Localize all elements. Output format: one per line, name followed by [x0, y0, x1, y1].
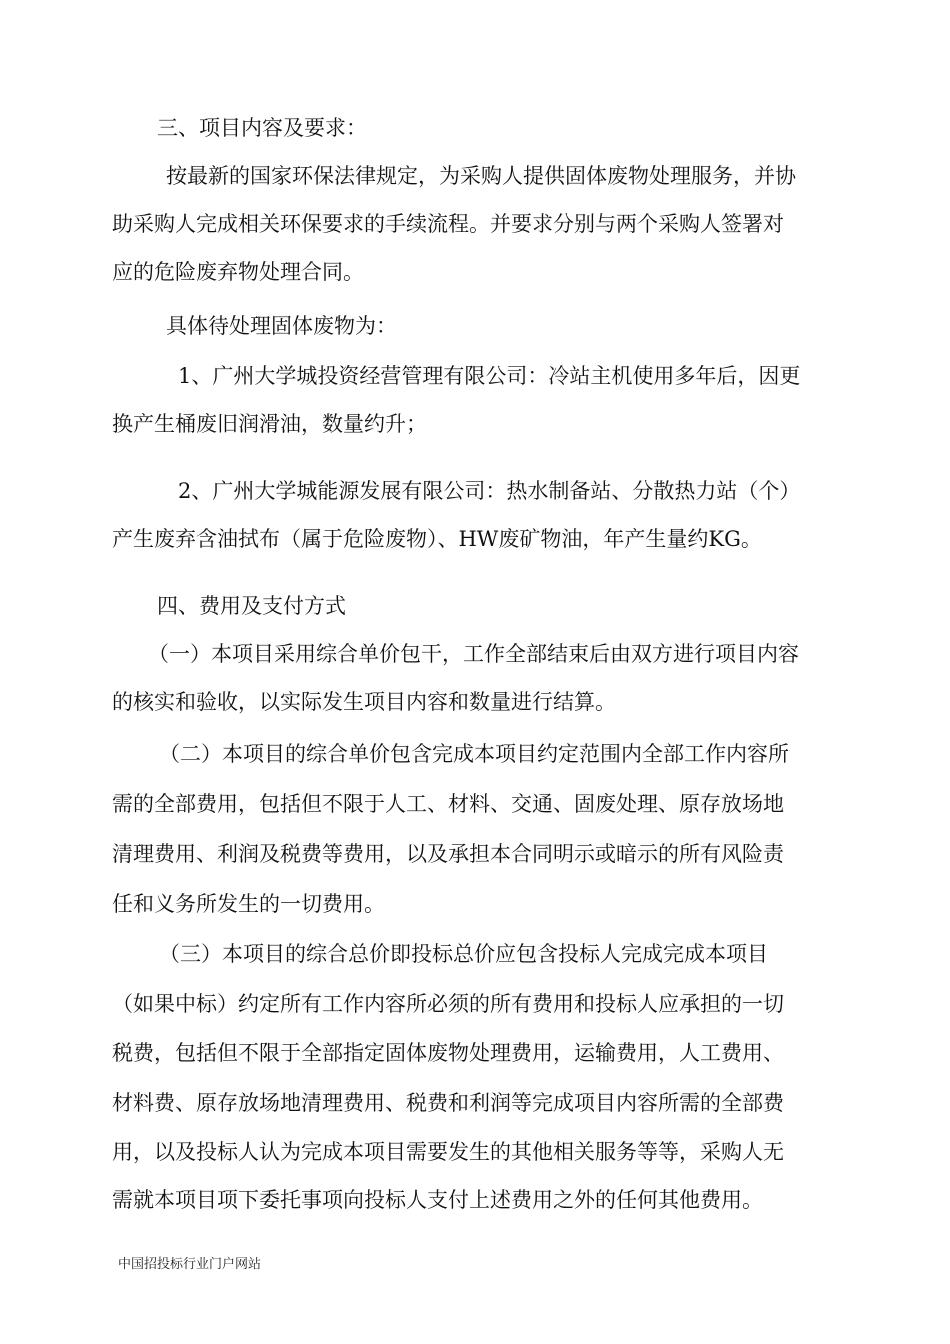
payment-clause-3-line: 需就本项目项下委托事项向投标人支付上述费用之外的任何其他费用。	[112, 1188, 763, 1212]
waste-list-title: 具体待处理固体废物为：	[166, 314, 397, 338]
section-3-intro-line: 按最新的国家环保法律规定，为采购人提供固体废物处理服务，并协	[166, 164, 796, 188]
waste-item-1-line: 换产生桶废旧润滑油，数量约升；	[112, 412, 427, 436]
payment-clause-3-line: 材料费、原存放场地清理费用、税费和利润等完成项目内容所需的全部费	[112, 1091, 784, 1115]
payment-clause-2-line: 任和义务所发生的一切费用。	[112, 892, 385, 916]
payment-clause-2-line: 清理费用、利润及税费等费用，以及承担本合同明示或暗示的所有风险责	[112, 842, 784, 866]
section-3-heading: 三、项目内容及要求：	[157, 116, 367, 140]
waste-item-1-line: 1、广州大学城投资经营管理有限公司：冷站主机使用多年后，因更	[178, 364, 801, 388]
waste-item-2-line: 2、广州大学城能源发展有限公司：热水制备站、分散热力站（个）	[178, 479, 801, 503]
payment-clause-3-line: （如果中标）约定所有工作内容所必须的所有费用和投标人应承担的一切	[112, 992, 784, 1016]
section-3-intro-line: 应的危险废弃物处理合同。	[112, 260, 364, 284]
payment-clause-2-line: 需的全部费用，包括但不限于人工、材料、交通、固废处理、原存放场地	[112, 792, 784, 816]
payment-clause-3-line: 税费，包括但不限于全部指定固体废物处理费用，运输费用，人工费用、	[112, 1041, 784, 1065]
footer-site-name: 中国招投标行业门户网站	[118, 1257, 262, 1272]
section-3-intro-line: 助采购人完成相关环保要求的手续流程。并要求分别与两个采购人签署对	[112, 212, 784, 236]
payment-clause-1-line: 的核实和验收，以实际发生项目内容和数量进行结算。	[112, 690, 616, 714]
payment-clause-3-line: 用，以及投标人认为完成本项目需要发生的其他相关服务等等，采购人无	[112, 1140, 784, 1164]
payment-clause-2-line: （二）本项目的综合单价包含完成本项目约定范围内全部工作内容所	[159, 742, 789, 766]
waste-item-2-line: 产生废弃含油拭布（属于危险废物）、HW废矿物油，年产生量约KG。	[112, 527, 762, 551]
payment-clause-1-line: （一）本项目采用综合单价包干，工作全部结束后由双方进行项目内容	[148, 642, 799, 666]
payment-clause-3-line: （三）本项目的综合总价即投标总价应包含投标人完成完成本项目	[159, 942, 768, 966]
section-4-heading: 四、费用及支付方式	[157, 594, 346, 618]
